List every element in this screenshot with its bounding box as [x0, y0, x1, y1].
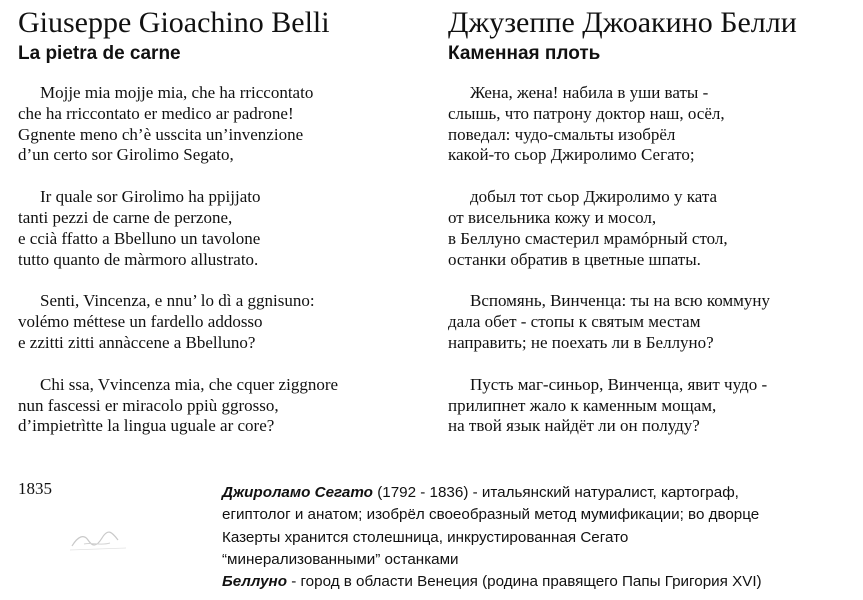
poem-line: дала обет - стопы к святым местам — [448, 312, 701, 332]
poem-line: d’impietrìtte la lingua uguale ar core? — [18, 416, 275, 436]
poem-line: останки обратив в цветные шпаты. — [448, 249, 701, 269]
footnotes — [222, 482, 862, 593]
poem-line: прилипнет жало к каменным мощам, — [448, 395, 717, 415]
footnote-text: (1792 - 1836) - итальянский натуралист, картограф, — [372, 484, 739, 501]
footnote-term-segato: Джироламо Сегато — [222, 484, 373, 501]
poem-line: volémo méttese un fardello addosso — [18, 312, 263, 332]
poem-line: Chi ssa, Vvincenza mia, che cquer ziggnore — [40, 374, 339, 394]
poem-title-russian: Каменная плоть — [448, 43, 601, 64]
handwritten-signature-icon — [66, 526, 130, 554]
footnote-text: Казерты хранится столешница, инкрустированная Сегато — [222, 528, 629, 546]
poem-line: Ggnente meno ch’è usscita un’invenzione — [18, 124, 304, 144]
poem-italian — [18, 83, 418, 437]
italian-column — [18, 4, 418, 458]
poem-line: направить; не поехать ли в Беллуно? — [448, 332, 714, 352]
author-name-russian: Джузеппе Джоакино Белли — [448, 6, 797, 39]
poem-line: на твой язык найдёт ли он полуду? — [448, 416, 700, 436]
poem-line: в Беллуно смастерил мрамóрный стол, — [448, 228, 728, 248]
stanza-italian-3 — [18, 291, 418, 353]
stanza-russian-4 — [448, 375, 858, 437]
stanza-italian-4 — [18, 375, 418, 437]
poem-line: e zzitti zitti annàccene a Bbelluno? — [18, 332, 256, 352]
footnote-segato — [222, 482, 862, 504]
poem-line: поведал: чудо-смальты изобрёл — [448, 124, 676, 144]
poem-line: d’un certo sor Girolimo Segato, — [18, 145, 234, 165]
poem-title-italian: La pietra de carne — [18, 43, 181, 64]
stanza-russian-2 — [448, 187, 858, 270]
poem-line: tanti pezzi de carne de perzone, — [18, 207, 233, 227]
footnote-term-belluno: Беллуно — [222, 573, 287, 591]
footnote-text: “минерализованными” останками — [222, 550, 459, 568]
stanza-italian-2 — [18, 187, 418, 270]
stanza-italian-1 — [18, 83, 418, 166]
poem-line: tutto quanto de màrmoro allustrato. — [18, 249, 259, 269]
poem-line: Ir quale sor Girolimo ha ppijjato — [40, 187, 261, 207]
poem-line: che ha rriccontato er medico ar padrone! — [18, 103, 294, 123]
poem-line: Вспомянь, Винченца: ты на всю коммуну — [470, 291, 771, 311]
poem-russian — [448, 83, 858, 437]
poem-line: Mojje mia mojje mia, che ha rriccontato — [40, 83, 314, 102]
stanza-russian-1 — [448, 83, 858, 166]
poem-line: Senti, Vincenza, e nnu’ lo dì a ggnisuno: — [40, 291, 315, 311]
footnote-text: - город в области Венеция (родина правящего Папы Григория XVI) — [286, 573, 762, 591]
author-name-italian: Giuseppe Gioachino Belli — [18, 6, 330, 39]
footnote-belluno — [222, 571, 862, 593]
russian-column — [448, 4, 858, 458]
poem-line: Жена, жена! набила в уши ваты - — [470, 83, 709, 102]
poem-year: 1835 — [18, 479, 52, 498]
poem-line: nun fascessi er miracolo ppiù ggrosso, — [18, 395, 279, 415]
poem-line: слышь, что патрону доктор наш, осёл, — [448, 103, 725, 123]
poem-line: какой-то сьор Джиролимо Сегато; — [448, 145, 695, 165]
footnote-text: египтолог и анатом; изобрёл своеобразный метод мумификации; во дворце — [222, 506, 760, 524]
poem-line: e ccià ffatto a Bbelluno un tavolone — [18, 228, 261, 248]
poem-line: Пусть маг-синьор, Винченца, явит чудо - — [470, 374, 768, 394]
poem-line: добыл тот сьор Джиролимо у ката — [470, 187, 718, 207]
stanza-russian-3 — [448, 291, 858, 353]
poem-line: от висельника кожу и мосол, — [448, 207, 657, 227]
